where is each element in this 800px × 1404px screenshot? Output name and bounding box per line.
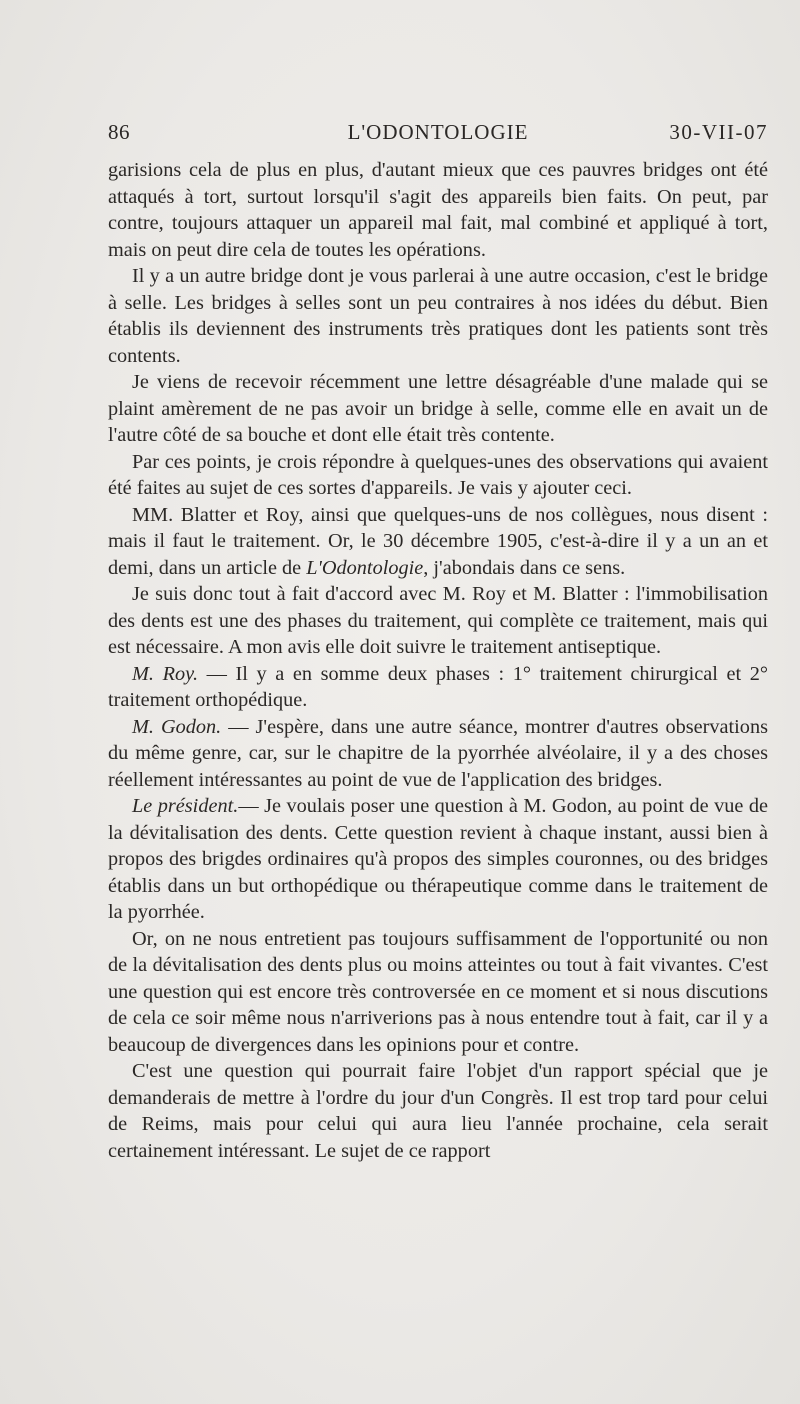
paragraph <box>108 502 768 582</box>
paragraph: C'est une question qui pourrait faire l'objet d'un rapport spécial que je demanderais de mettre à l'ordre du jour d'un Congrès. Il est trop tard pour celui de Reims, mais pour celui qui aura lieu l'année prochaine, cela serait certainement intéressant. Le sujet de ce rapport <box>108 1060 768 1162</box>
paragraph <box>108 714 768 794</box>
paragraph: Je viens de recevoir récemment une lettre désagréable d'une malade qui se plaint amèrement de ne pas avoir un bridge à selle, comme elle en avait un de l'autre côté de sa bouche et dont elle était très contente. <box>108 371 768 446</box>
paragraph: Il y a un autre bridge dont je vous parlerai à une autre occasion, c'est le bridge à selle. Les bridges à selles sont un peu contraires à nos idées du début. Bien établis ils deviennent des instruments très pratiques dont les patients sont très contents. <box>108 265 768 367</box>
paragraph-text: — J'espère, dans une autre séance, montrer d'autres observations du même genre, car, sur le chapitre de la pyorrhée alvéolaire, il y a des choses réellement intéressantes au point de vue de l'application des bridges. <box>108 715 768 791</box>
paragraph <box>108 793 768 926</box>
paragraph-text: , j'abondais dans ce sens. <box>423 556 626 579</box>
page-number: 86 <box>108 120 130 144</box>
paragraph: Je suis donc tout à fait d'accord avec M. Roy et M. Blatter : l'immobilisation des dents est une des phases du traitement, qui complète ce traitement, mais qui est nécessaire. A mon avis elle doit suivre le traitement antiseptique. <box>108 583 768 658</box>
body-text <box>108 157 768 1164</box>
paragraph-text: MM. Blatter et Roy, ainsi que quelques-uns de nos collègues, nous disent : mais il faut le traitement. Or, le 30 décembre 1905, c'est-à-dire il y a un an et demi, dans un article de <box>108 503 768 579</box>
paragraph <box>108 661 768 714</box>
journal-title: L'ODONTOLOGIE <box>347 120 529 144</box>
paragraph-text: — Je voulais poser une question à M. Godon, au point de vue de la dévitalisation des dents. Cette question revient à chaque instant, aussi bien à propos des brigdes ordinaires qu'à propos des simples couronnes, ou des bridges établis dans un but orthopédique ou thérapeutique comme dans le traitement de la pyorrhée. <box>108 795 768 923</box>
speaker-name: Le président. <box>132 795 239 817</box>
speaker-name: M. Roy. <box>132 662 199 685</box>
paragraph: Par ces points, je crois répondre à quelques-unes des observations qui avaient été faites au sujet de ces sortes d'appareils. Je vais y ajouter ceci. <box>108 450 768 499</box>
issue-date: 30-VII-07 <box>669 120 768 144</box>
paragraph: garisions cela de plus en plus, d'autant mieux que ces pauvres bridges ont été attaqués à tort, surtout lorsqu'il s'agit des appareils bien faits. On peut, par contre, toujours attaquer un appareil mal fait, mal combiné et appliqué à tort, mais on peut dire cela de toutes les opérations. <box>108 159 768 261</box>
speaker-name: M. Godon. <box>132 715 222 738</box>
journal-reference: L'Odontologie <box>306 556 424 579</box>
paragraph-text: — Il y a en somme deux phases : 1° traitement chirurgical et 2° traitement orthopédique. <box>108 662 768 711</box>
paragraph: Or, on ne nous entretient pas toujours suffisamment de l'opportunité ou non de la dévitalisation des dents plus ou moins atteintes ou tout à fait vivantes. C'est une question qui est encore très controversée en ce moment et si nous discutions de cela ce soir même nous n'arriverions pas à nous entendre tout à fait, car il y a beaucoup de divergences dans les opinions pour et contre. <box>108 927 768 1056</box>
running-header <box>108 120 768 154</box>
